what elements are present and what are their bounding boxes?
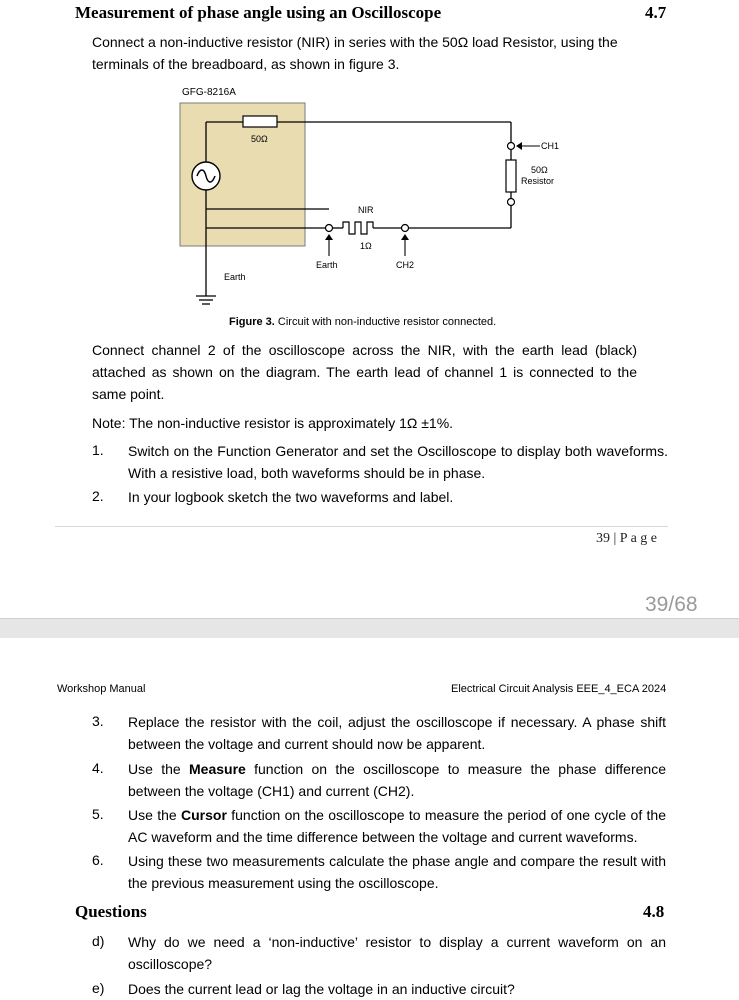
step-text: Switch on the Function Generator and set the Oscilloscope to display both waveforms. With a resistive load, both waveforms should be in phase.: [128, 443, 668, 481]
step-text-part: function on the oscilloscope to measure the period of one cycle of the AC waveform and the time difference between the voltage and current waveforms.: [128, 807, 666, 845]
step-text: [128, 711, 666, 755]
arrow-head: [325, 234, 333, 240]
step-text-part: Use the: [128, 761, 189, 777]
load-resistor-value: 50Ω: [531, 165, 548, 175]
arrow-head: [401, 234, 409, 240]
step-text-part: function on the oscilloscope to measure the phase difference between the voltage (CH1) and current (CH2).: [128, 761, 666, 799]
step-text-part: Using these two measurements calculate the phase angle and compare the result with the previous measurement using the oscilloscope.: [128, 853, 666, 891]
step-text: [128, 758, 666, 802]
terminal-node: [326, 225, 333, 232]
section-title: Measurement of phase angle using an Oscilloscope: [75, 3, 442, 22]
terminal-node: [508, 143, 515, 150]
load-resistor-label: Resistor: [521, 176, 555, 186]
step-number: 6.: [92, 852, 104, 868]
step-text-part: Use the: [128, 807, 181, 823]
terminal-node: [508, 199, 515, 206]
non-inductive-resistor: [343, 222, 373, 234]
step-text: [128, 804, 666, 848]
page-number: 39 | P a g e: [596, 531, 657, 546]
figure-caption-label: Figure 3.: [229, 316, 275, 328]
step-number: 3.: [92, 713, 104, 729]
arrow-head: [516, 142, 522, 150]
step-text: [128, 850, 666, 894]
header-right: Electrical Circuit Analysis EEE_4_ECA 2024: [451, 683, 667, 695]
question-text: Does the current lead or lag the voltage in an inductive circuit?: [128, 981, 515, 997]
page-separator: [0, 618, 739, 638]
step-number: 4.: [92, 760, 104, 776]
questions-number: 4.8: [643, 902, 665, 921]
footer-divider: [55, 526, 668, 527]
channel-2-paragraph: Connect channel 2 of the oscilloscope across the NIR, with the earth lead (black) attached as shown on the diagram. The earth lead of channel 1 is connected to the same point.: [92, 342, 637, 402]
step-number: 1.: [92, 442, 104, 458]
generator-label: GFG-8216A: [182, 87, 236, 98]
step-text-bold: Measure: [189, 761, 246, 777]
question-text: Why do we need a ‘non-inductive’ resistor to display a current waveform on an oscilloscope?: [128, 934, 666, 972]
step-number: 2.: [92, 488, 104, 504]
questions-title: Questions: [75, 902, 147, 921]
earth-label-left: Earth: [224, 272, 246, 282]
section-number: 4.7: [645, 3, 667, 22]
load-resistor: [506, 160, 516, 192]
circuit-diagram: [0, 0, 739, 340]
internal-resistor: [243, 116, 277, 127]
step-text: In your logbook sketch the two waveforms and label.: [128, 489, 454, 505]
step-number: 5.: [92, 806, 104, 822]
step-text-part: Replace the resistor with the coil, adjust the oscilloscope if necessary. A phase shift between the voltage and current should now be apparent.: [128, 714, 666, 752]
page-counter: 39/68: [645, 593, 698, 616]
question-label: d): [92, 933, 105, 949]
terminal-node: [402, 225, 409, 232]
figure-caption-text: Circuit with non-inductive resistor connected.: [274, 316, 497, 328]
internal-resistor-label: 50Ω: [251, 134, 268, 144]
header-left: Workshop Manual: [57, 683, 146, 695]
question-label: e): [92, 980, 105, 996]
ch2-label: CH2: [396, 260, 415, 270]
intro-paragraph: Connect a non-inductive resistor (NIR) in series with the 50Ω load Resistor, using the terminals of the breadboard, as shown in figure 3.: [92, 34, 618, 72]
step-text-bold: Cursor: [181, 807, 227, 823]
figure-caption: [229, 316, 496, 328]
ch1-label: CH1: [541, 141, 560, 151]
nir-value: 1Ω: [360, 241, 372, 251]
nir-label: NIR: [358, 205, 374, 215]
earth-label-mid: Earth: [316, 260, 338, 270]
note-paragraph: Note: The non-inductive resistor is approximately 1Ω ±1%.: [92, 415, 454, 431]
